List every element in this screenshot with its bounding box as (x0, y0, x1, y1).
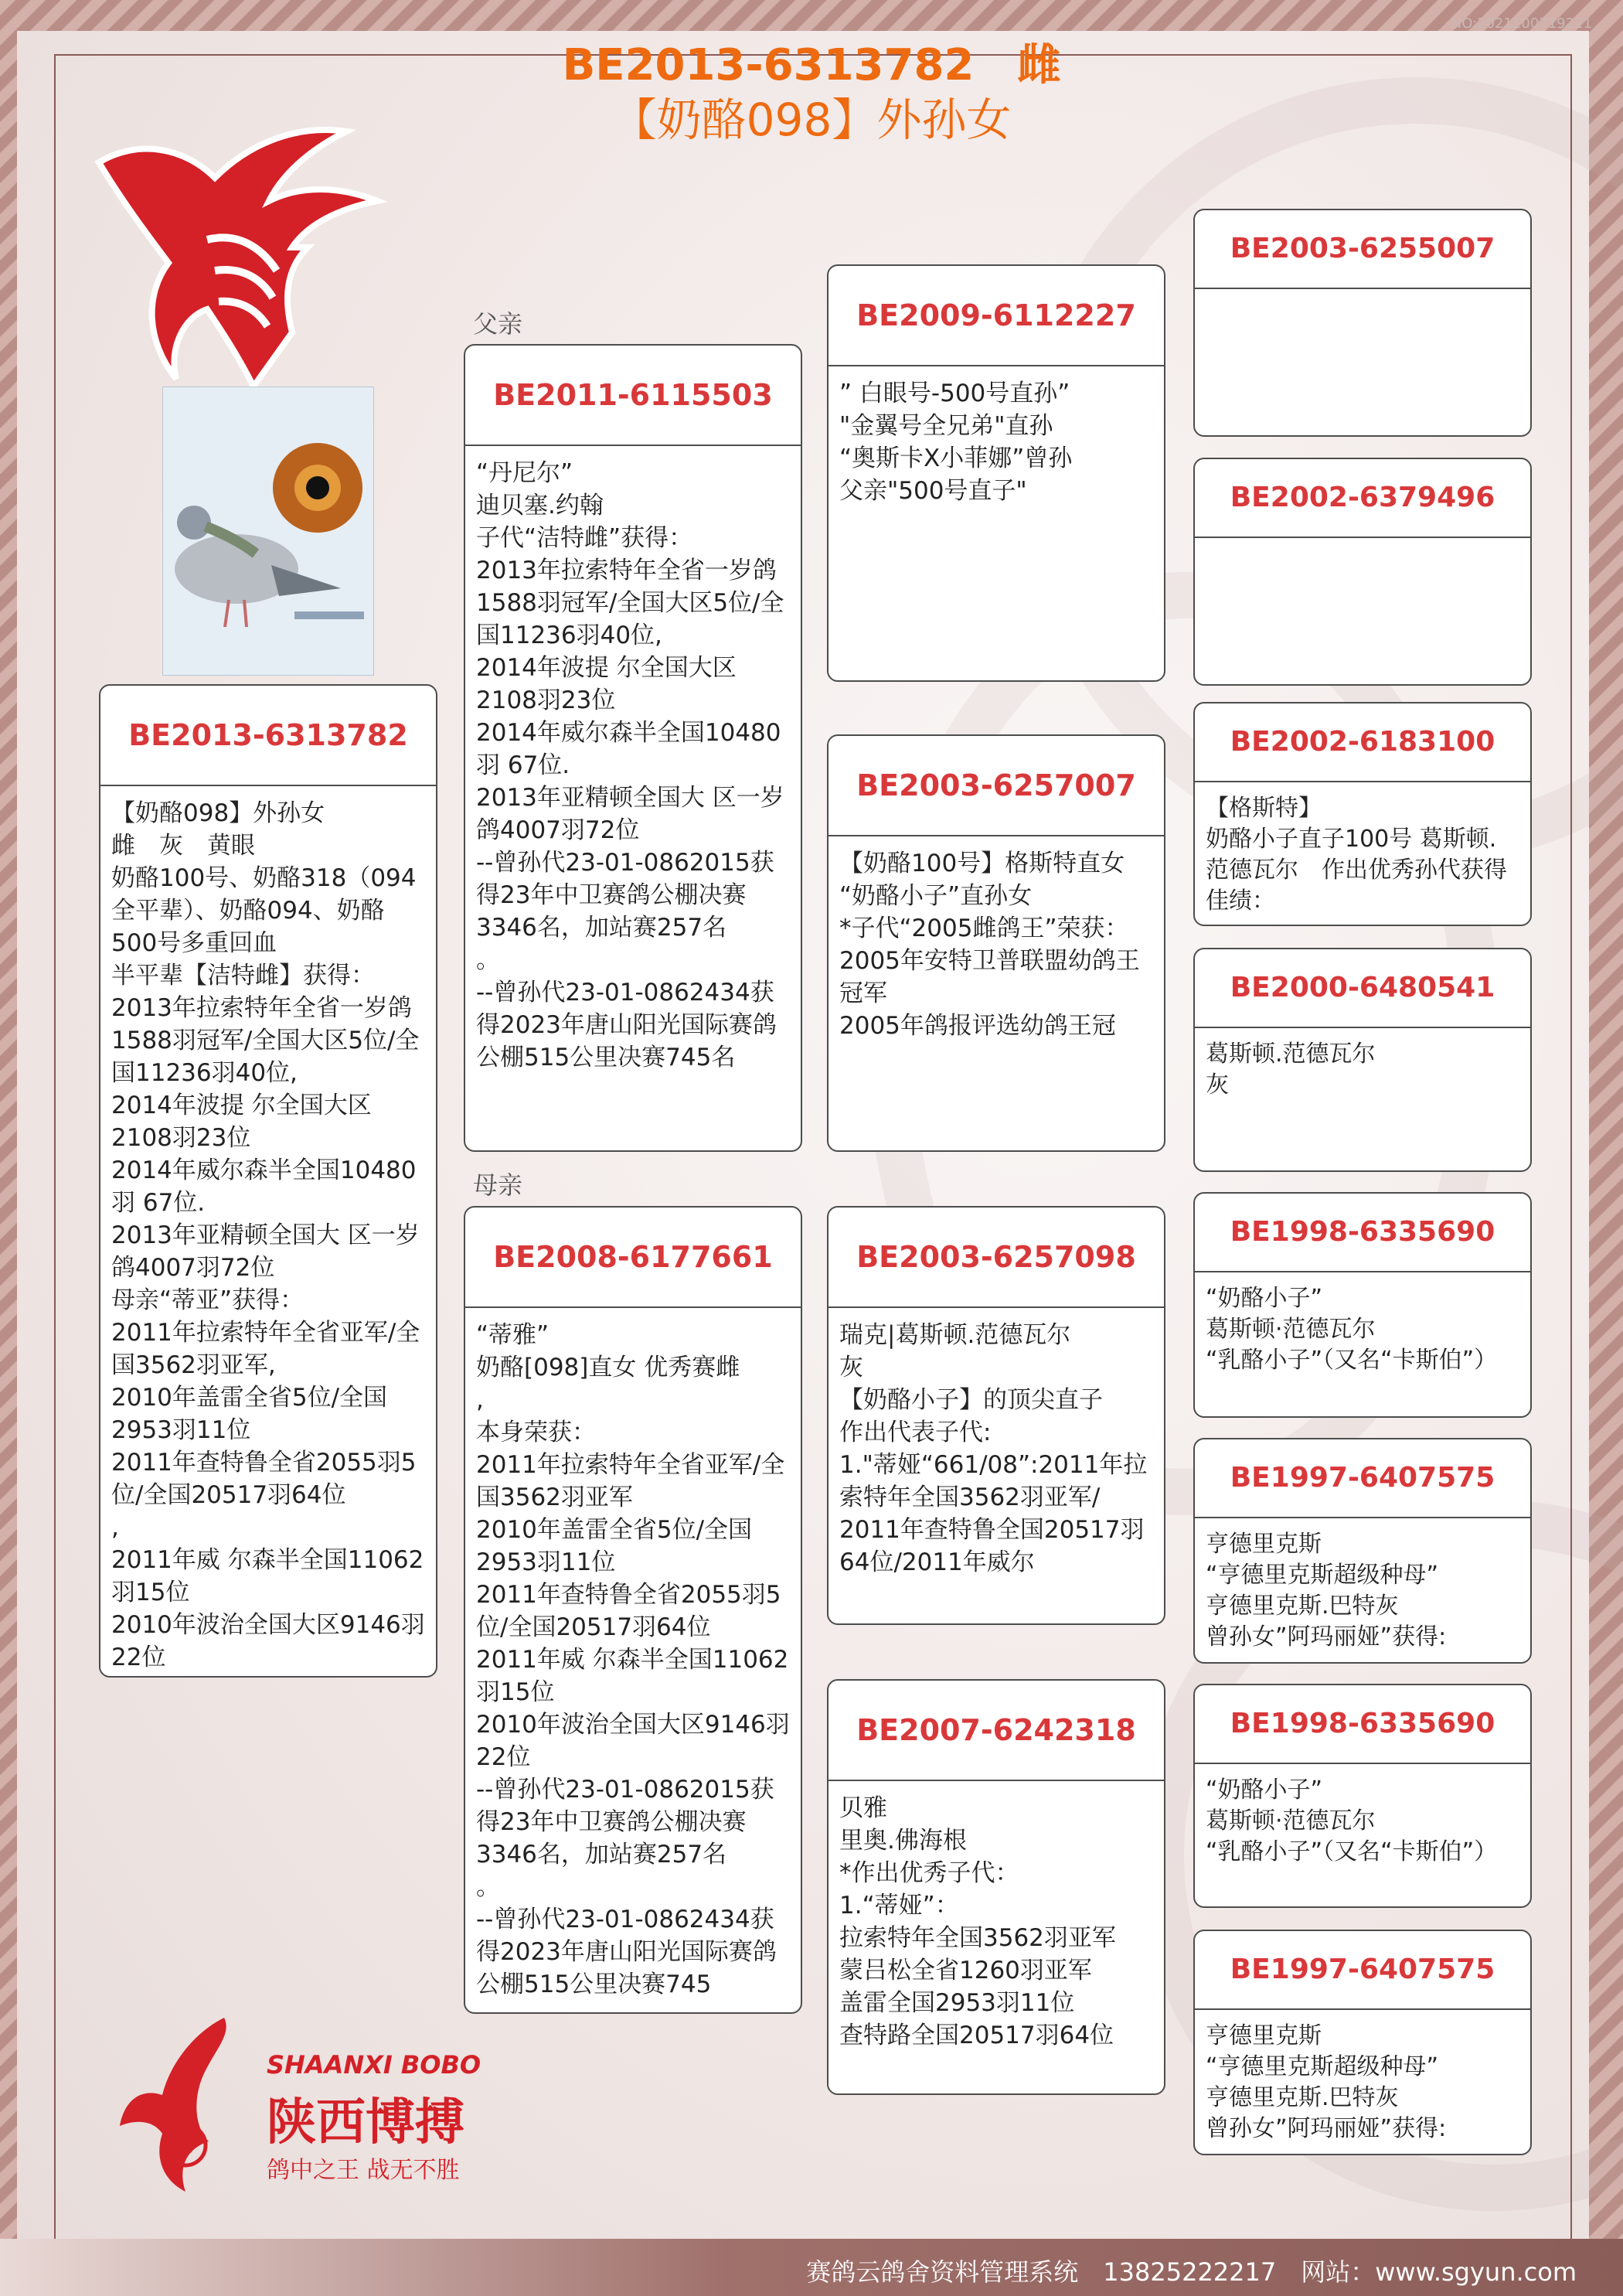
page-subtitle: 【奶酪098】外孙女 (611, 94, 1012, 146)
subject-ring-number: BE2013-6313782 (100, 686, 436, 786)
brand-bird-icon (108, 2002, 263, 2203)
great-grandparent-card (1193, 948, 1532, 1172)
footer-bar (0, 2239, 1623, 2296)
grandparent-ring-number: BE2003-6257007 (829, 736, 1164, 836)
great-grandparent-description: “奶酪小子” 葛斯顿·范德瓦尔 “乳酪小子”（又名“卡斯伯”） (1206, 1777, 1498, 1865)
grandparent-card (827, 264, 1165, 682)
great-grandparent-ring-number: BE2000-6480541 (1195, 949, 1530, 1028)
grandparent-ring-number: BE2003-6257098 (829, 1208, 1164, 1308)
title-sex: 雌 (1017, 40, 1061, 90)
great-grandparent-description: “奶酪小子” 葛斯顿·范德瓦尔 “乳酪小子”（又名“卡斯伯”） (1206, 1285, 1498, 1374)
great-grandparent-description: 亨德里克斯 “亨德里克斯超级种母” 亨德里克斯.巴特灰 曾孙女”阿玛丽娅”获得: (1206, 1531, 1447, 1650)
grandparent-description: 贝雅 里奥.佛海根 *作出优秀子代： 1.“蒂娅”： 拉索特年全国3562羽亚军 蒙吕松全省1260羽亚军 盖雷全国2953羽11位 查特路全国20517羽64位 (839, 1794, 1116, 2049)
grandparent-card (827, 734, 1165, 1152)
great-grandparent-card (1193, 458, 1532, 686)
great-grandparent-ring-number: BE1997-6407575 (1195, 1439, 1530, 1518)
grandparent-ring-number: BE2007-6242318 (829, 1681, 1164, 1781)
great-grandparent-description (1195, 289, 1530, 300)
great-grandparent-card (1193, 1438, 1532, 1664)
grandparent-description: 瑞克|葛斯顿.范德瓦尔 灰 【奶酪小子】的顶尖直子 作出代表子代: 1."蒂娅“661/08”:2011年拉索特年全国3562羽亚军/ 2011年查特鲁全国20517羽64位/2011年威尔 (839, 1321, 1148, 1576)
pigeon-image-icon (163, 387, 373, 675)
father-card (464, 344, 802, 1152)
pigeon-photo (162, 387, 374, 676)
great-grandparent-card (1193, 1930, 1532, 2155)
great-grandparent-ring-number: BE1998-6335690 (1195, 1685, 1530, 1764)
great-grandparent-card (1193, 1192, 1532, 1418)
father-description: “丹尼尔” 迪贝塞.约翰 子代“洁特雌”获得： 2013年拉索特年全省一岁鸽 1588羽冠军/全国大区5位/全国11236羽40位, 2014年波提 尔全国大区2108羽23位 2014年威尔森半全国10480羽 67位. 2013年亚精顿全国大 区一岁鸽4007羽72位 --曾孙代23-01-0862015获得23年中卫赛鸽公棚决赛3346名，加站赛257名 。 --曾孙代23-01-0862434获得2023年唐山阳光国际赛鸽公棚515公里决赛745名 (476, 459, 784, 1071)
mother-label: 母亲 (473, 1170, 523, 1200)
grandparent-description: ” 白眼号-500号直孙” "金翼号全兄弟"直孙 “奥斯卡X小菲娜”曾孙 父亲"500号直子" (839, 380, 1073, 505)
mother-card (464, 1206, 802, 2014)
brand-name-chinese: 陕西博搏 (267, 2094, 464, 2151)
grandparent-description: 【奶酪100号】格斯特直女 “奶酪小子”直孙女 *子代“2005雌鸽王”荣获： 2005年安特卫普联盟幼鸽王冠军 2005年鸽报评选幼鸽王冠 (839, 850, 1140, 1040)
father-label: 父亲 (473, 309, 523, 339)
grandparent-card (827, 1206, 1165, 1625)
great-grandparent-card (1193, 702, 1532, 926)
great-grandparent-description (1195, 538, 1530, 549)
grandparent-ring-number: BE2009-6112227 (829, 266, 1164, 366)
father-ring-number: BE2011-6115503 (465, 346, 801, 446)
footer-contact: 赛鸽云鸽舍资料管理系统 13825222217 网站：www.sgyun.com (806, 2257, 1577, 2287)
great-grandparent-card (1193, 1684, 1532, 1908)
great-grandparent-ring-number: BE2002-6379496 (1195, 459, 1530, 538)
subject-description: 【奶酪098】外孙女 雌 灰 黄眼 奶酪100号、奶酪318（094全平辈）、奶酪094、奶酪500号多重回血 半平辈【洁特雌】获得： 2013年拉索特年全省一岁鸽 1588羽冠军/全国大区5位/全国11236羽40位, 2014年波提 尔全国大区2108羽23位 2014年威尔森半全国10480羽 67位. 2013年亚精顿全国大 区一岁鸽4007羽72位 母亲“蒂亚”获得： 2011年拉索特年全省亚军/全国3562羽亚军, 2010年盖雷全省5位/全国2953羽11位 2011年查特鲁全省2055羽5位/全国20517羽64位 , 2011年威 尔森半全国11062羽15位 2010年波治全国大区9146羽22位 (111, 799, 425, 1671)
mother-description: “蒂雅” 奶酪[098]直女 优秀赛雌 , 本身荣获： 2011年拉索特年全省亚军/全国3562羽亚军 2010年盖雷全省5位/全国2953羽11位 2011年查特鲁全省2055羽5位/全国20517羽64位 2011年威 尔森半全国11062羽15位 2010年波治全国大区9146羽22位 --曾孙代23-01-0862015获得23年中卫赛鸽公棚决赛3346名，加站赛257名 。 --曾孙代23-01-0862434获得2023年唐山阳光国际赛鸽公棚515公里决赛745 (476, 1321, 790, 1998)
great-grandparent-ring-number: BE2002-6183100 (1195, 703, 1530, 782)
great-grandparent-description: 葛斯顿.范德瓦尔 灰 (1206, 1041, 1376, 1099)
great-grandparent-description: 亨德里克斯 “亨德里克斯超级种母” 亨德里克斯.巴特灰 曾孙女”阿玛丽娅”获得: (1206, 2022, 1447, 2142)
mother-ring-number: BE2008-6177661 (465, 1208, 801, 1308)
great-grandparent-ring-number: BE1998-6335690 (1195, 1194, 1530, 1272)
svg-text:B: B (176, 2133, 195, 2160)
brand-slogan: 鸽中之王 战无不胜 (267, 2157, 460, 2184)
brand-name-english: SHAANXI BOBO (267, 2050, 481, 2080)
brand-logo (108, 2002, 510, 2203)
title-ring-number: BE2013-6313782 (562, 40, 975, 90)
phoenix-logo-icon (91, 116, 400, 402)
subject-card (99, 684, 437, 1678)
great-grandparent-description: 【格斯特】 奶酪小子直子100号 葛斯顿.范德瓦尔 作出优秀孙代获得佳绩： (1206, 795, 1507, 915)
grandparent-card (827, 1679, 1165, 2095)
great-grandparent-ring-number: BE1997-6407575 (1195, 1931, 1530, 2010)
great-grandparent-ring-number: BE2003-6255007 (1195, 210, 1530, 289)
document-number: NO:2021100719221 (1451, 15, 1592, 32)
great-grandparent-card (1193, 209, 1532, 437)
